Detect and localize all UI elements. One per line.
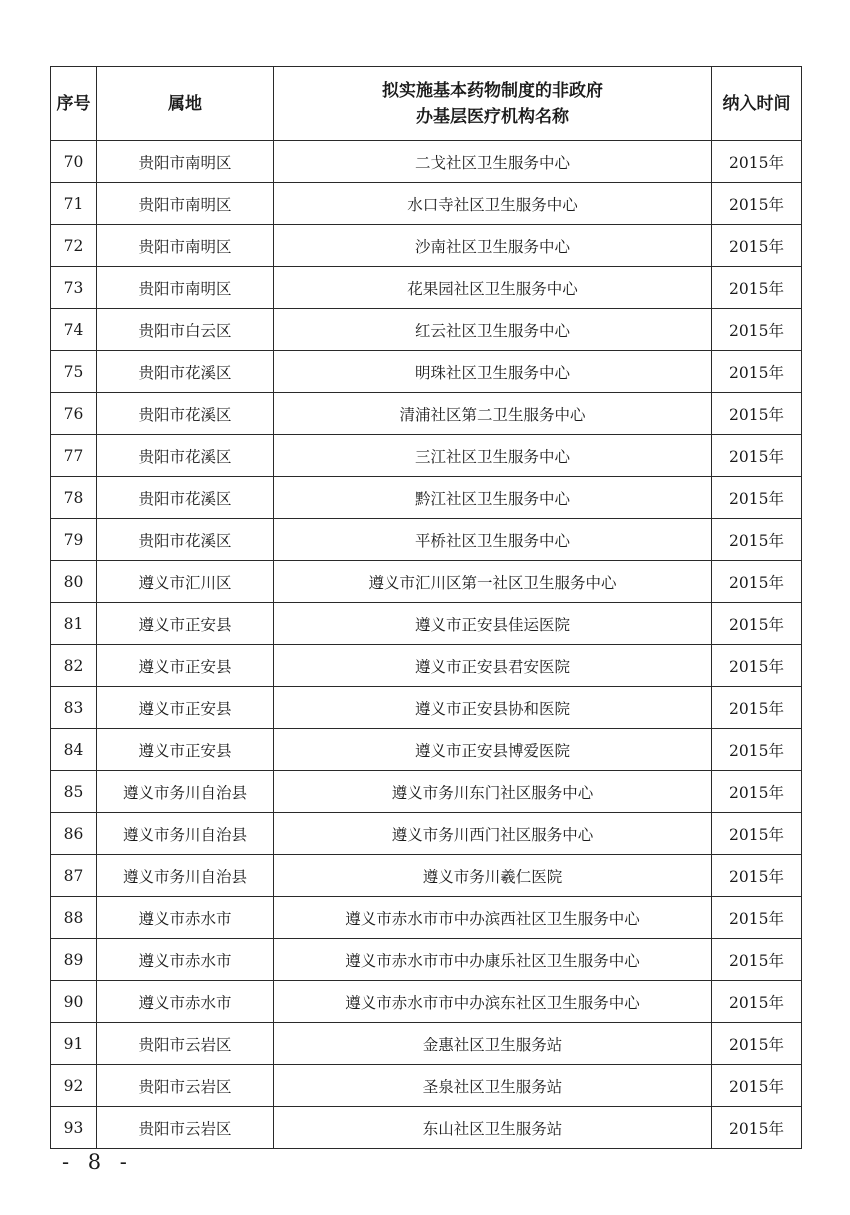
table-row (51, 477, 802, 519)
cell-region: 遵义市赤水市 (97, 981, 274, 1023)
cell-institution-name: 遵义市正安县佳运医院 (274, 603, 712, 645)
cell-region: 遵义市赤水市 (97, 897, 274, 939)
cell-institution-name: 水口寺社区卫生服务中心 (274, 183, 712, 225)
institution-table (50, 66, 802, 1149)
cell-institution-name: 三江社区卫生服务中心 (274, 435, 712, 477)
cell-region: 贵阳市白云区 (97, 309, 274, 351)
table-row (51, 729, 802, 771)
cell-serial-number: 75 (51, 351, 97, 393)
cell-inclusion-time: 2015年 (712, 477, 802, 519)
cell-region: 贵阳市花溪区 (97, 393, 274, 435)
cell-inclusion-time: 2015年 (712, 1065, 802, 1107)
cell-institution-name: 明珠社区卫生服务中心 (274, 351, 712, 393)
table-row (51, 519, 802, 561)
cell-region: 贵阳市云岩区 (97, 1065, 274, 1107)
table-header (51, 67, 802, 141)
cell-region: 遵义市正安县 (97, 729, 274, 771)
cell-institution-name: 遵义市正安县君安医院 (274, 645, 712, 687)
cell-serial-number: 82 (51, 645, 97, 687)
cell-region: 贵阳市云岩区 (97, 1107, 274, 1149)
header-institution-name-line1: 拟实施基本药物制度的非政府 (382, 80, 603, 101)
cell-inclusion-time: 2015年 (712, 267, 802, 309)
cell-region: 贵阳市花溪区 (97, 351, 274, 393)
cell-serial-number: 83 (51, 687, 97, 729)
table-row (51, 897, 802, 939)
cell-serial-number: 81 (51, 603, 97, 645)
cell-region: 贵阳市南明区 (97, 225, 274, 267)
cell-inclusion-time: 2015年 (712, 561, 802, 603)
table-row (51, 1107, 802, 1149)
cell-inclusion-time: 2015年 (712, 687, 802, 729)
cell-inclusion-time: 2015年 (712, 309, 802, 351)
cell-region: 遵义市赤水市 (97, 939, 274, 981)
cell-inclusion-time: 2015年 (712, 519, 802, 561)
cell-region: 遵义市正安县 (97, 645, 274, 687)
cell-institution-name: 遵义市正安县博爱医院 (274, 729, 712, 771)
cell-serial-number: 77 (51, 435, 97, 477)
header-row (51, 67, 802, 141)
cell-serial-number: 80 (51, 561, 97, 603)
header-serial-number: 序号 (51, 67, 97, 141)
cell-inclusion-time: 2015年 (712, 435, 802, 477)
cell-institution-name: 遵义市务川西门社区服务中心 (274, 813, 712, 855)
cell-inclusion-time: 2015年 (712, 351, 802, 393)
cell-institution-name: 花果园社区卫生服务中心 (274, 267, 712, 309)
cell-inclusion-time: 2015年 (712, 981, 802, 1023)
cell-serial-number: 76 (51, 393, 97, 435)
page-number: - 8 - (62, 1150, 133, 1174)
cell-serial-number: 73 (51, 267, 97, 309)
cell-institution-name: 东山社区卫生服务站 (274, 1107, 712, 1149)
cell-institution-name: 圣泉社区卫生服务站 (274, 1065, 712, 1107)
header-institution-name-line2: 办基层医疗机构名称 (416, 106, 569, 127)
cell-serial-number: 86 (51, 813, 97, 855)
cell-inclusion-time: 2015年 (712, 393, 802, 435)
cell-inclusion-time: 2015年 (712, 729, 802, 771)
cell-inclusion-time: 2015年 (712, 813, 802, 855)
table-row (51, 435, 802, 477)
header-region: 属地 (97, 67, 274, 141)
cell-institution-name: 遵义市赤水市市中办康乐社区卫生服务中心 (274, 939, 712, 981)
cell-serial-number: 85 (51, 771, 97, 813)
cell-serial-number: 71 (51, 183, 97, 225)
cell-inclusion-time: 2015年 (712, 855, 802, 897)
cell-institution-name: 清浦社区第二卫生服务中心 (274, 393, 712, 435)
cell-serial-number: 72 (51, 225, 97, 267)
cell-serial-number: 70 (51, 141, 97, 183)
cell-region: 遵义市正安县 (97, 687, 274, 729)
cell-region: 遵义市务川自治县 (97, 813, 274, 855)
cell-institution-name: 黔江社区卫生服务中心 (274, 477, 712, 519)
cell-institution-name: 遵义市汇川区第一社区卫生服务中心 (274, 561, 712, 603)
cell-serial-number: 91 (51, 1023, 97, 1065)
table-row (51, 267, 802, 309)
table-row (51, 1023, 802, 1065)
table-body (51, 141, 802, 1149)
cell-institution-name: 遵义市正安县协和医院 (274, 687, 712, 729)
table-row (51, 813, 802, 855)
table-row (51, 939, 802, 981)
cell-serial-number: 74 (51, 309, 97, 351)
cell-region: 贵阳市南明区 (97, 267, 274, 309)
cell-serial-number: 90 (51, 981, 97, 1023)
cell-serial-number: 87 (51, 855, 97, 897)
cell-inclusion-time: 2015年 (712, 939, 802, 981)
cell-serial-number: 78 (51, 477, 97, 519)
cell-institution-name: 遵义市赤水市市中办滨东社区卫生服务中心 (274, 981, 712, 1023)
cell-institution-name: 金惠社区卫生服务站 (274, 1023, 712, 1065)
cell-institution-name: 平桥社区卫生服务中心 (274, 519, 712, 561)
cell-inclusion-time: 2015年 (712, 603, 802, 645)
cell-institution-name: 二戈社区卫生服务中心 (274, 141, 712, 183)
cell-region: 贵阳市花溪区 (97, 477, 274, 519)
cell-region: 遵义市正安县 (97, 603, 274, 645)
cell-region: 贵阳市云岩区 (97, 1023, 274, 1065)
table-row (51, 225, 802, 267)
cell-serial-number: 92 (51, 1065, 97, 1107)
cell-serial-number: 89 (51, 939, 97, 981)
cell-region: 遵义市务川自治县 (97, 855, 274, 897)
table-row (51, 351, 802, 393)
cell-serial-number: 93 (51, 1107, 97, 1149)
cell-inclusion-time: 2015年 (712, 1023, 802, 1065)
header-inclusion-time: 纳入时间 (712, 67, 802, 141)
cell-institution-name: 红云社区卫生服务中心 (274, 309, 712, 351)
cell-inclusion-time: 2015年 (712, 1107, 802, 1149)
cell-serial-number: 88 (51, 897, 97, 939)
cell-inclusion-time: 2015年 (712, 897, 802, 939)
cell-institution-name: 遵义市赤水市市中办滨西社区卫生服务中心 (274, 897, 712, 939)
table-row (51, 645, 802, 687)
cell-institution-name: 沙南社区卫生服务中心 (274, 225, 712, 267)
table-row (51, 393, 802, 435)
table-row (51, 855, 802, 897)
cell-inclusion-time: 2015年 (712, 141, 802, 183)
cell-region: 贵阳市花溪区 (97, 519, 274, 561)
header-institution-name (274, 67, 712, 141)
cell-serial-number: 84 (51, 729, 97, 771)
cell-region: 遵义市务川自治县 (97, 771, 274, 813)
cell-region: 贵阳市南明区 (97, 183, 274, 225)
table-row (51, 183, 802, 225)
table-row (51, 309, 802, 351)
cell-inclusion-time: 2015年 (712, 771, 802, 813)
table-row (51, 561, 802, 603)
cell-region: 贵阳市花溪区 (97, 435, 274, 477)
table-row (51, 981, 802, 1023)
cell-inclusion-time: 2015年 (712, 645, 802, 687)
cell-institution-name: 遵义市务川东门社区服务中心 (274, 771, 712, 813)
table-row (51, 687, 802, 729)
table-row (51, 603, 802, 645)
cell-region: 遵义市汇川区 (97, 561, 274, 603)
cell-region: 贵阳市南明区 (97, 141, 274, 183)
cell-inclusion-time: 2015年 (712, 225, 802, 267)
table-row (51, 141, 802, 183)
cell-serial-number: 79 (51, 519, 97, 561)
cell-institution-name: 遵义市务川羲仁医院 (274, 855, 712, 897)
table-row (51, 771, 802, 813)
cell-inclusion-time: 2015年 (712, 183, 802, 225)
table-row (51, 1065, 802, 1107)
